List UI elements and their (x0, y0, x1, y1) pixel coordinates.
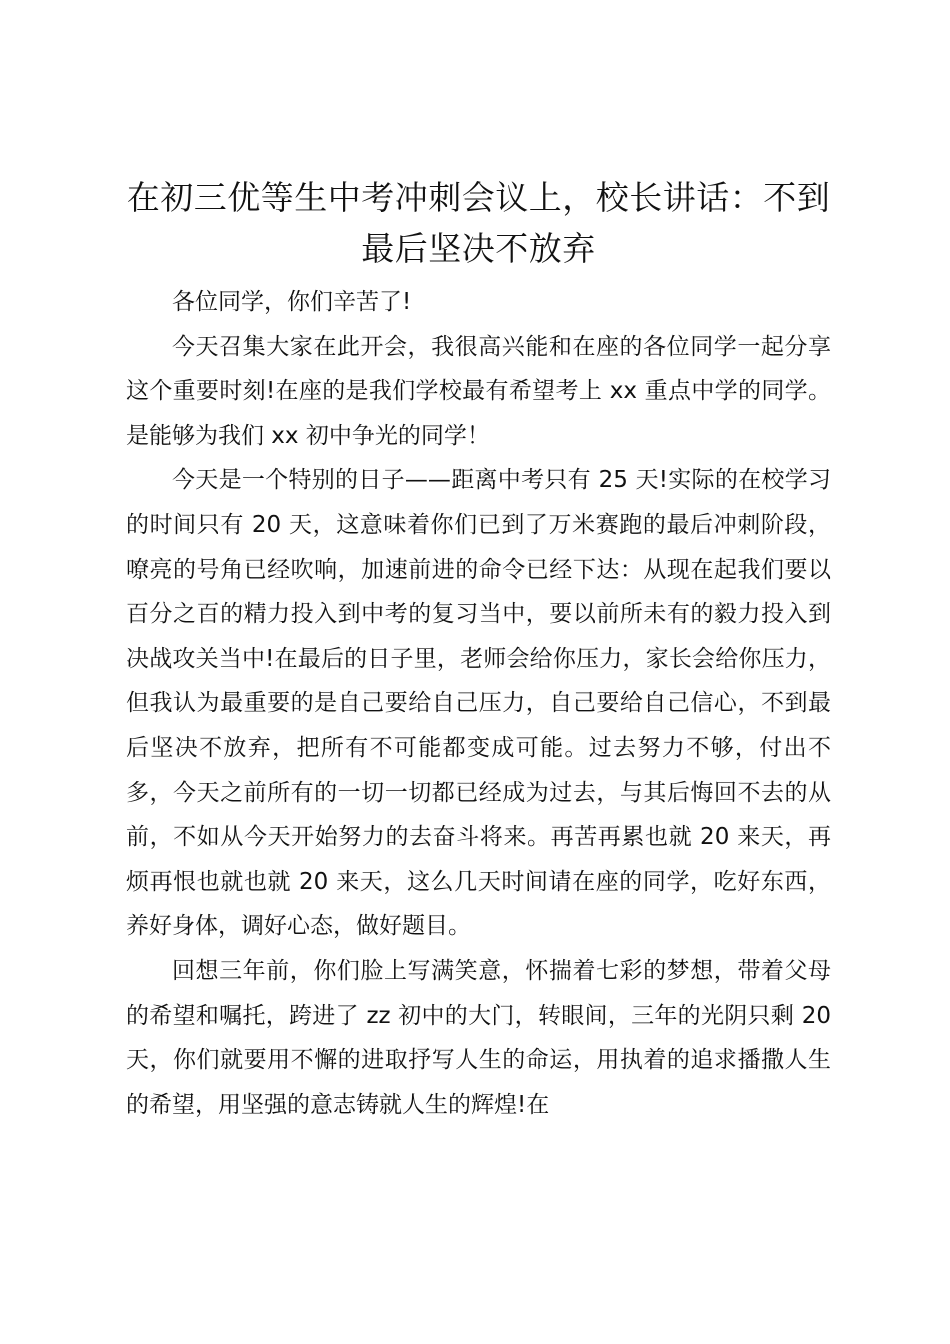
paragraph-recollection: 回想三年前，你们脸上写满笑意，怀揣着七彩的梦想，带着父母的希望和嘱托，跨进了 zz 初中的大门，转眼间，三年的光阴只剩 20 天，你们就要用不懈的进取抒写人生的命运，用执着的追求播撒人生的希望，用坚强的意志铸就人生的辉煌!在 (126, 957, 831, 1118)
document-title: 在初三优等生中考冲刺会议上，校长讲话：不到最后坚决不放弃 (126, 178, 831, 268)
paragraph-greeting: 各位同学，你们辛苦了! (172, 289, 412, 315)
document-body (126, 172, 831, 1127)
paragraph-opening: 今天召集大家在此开会，我很高兴能和在座的各位同学一起分享这个重要时刻!在座的是我们学校最有希望考上 xx 重点中学的同学。是能够为我们 xx 初中争光的同学！ (126, 333, 831, 449)
paragraph-countdown: 今天是一个特别的日子——距离中考只有 25 天!实际的在校学习的时间只有 20 天，这意味着你们已到了万米赛跑的最后冲刺阶段，嘹亮的号角已经吹响，加速前进的命令已经下达：从现在起我们要以百分之百的精力投入到中考的复习当中，要以前所未有的毅力投入到决战攻关当中!在最后的日子里，老师会给你压力，家长会给你压力，但我认为最重要的是自己要给自己压力，自己要给自己信心，不到最后坚决不放弃，把所有不可能都变成可能。过去努力不够，付出不多，今天之前所有的一切一切都已经成为过去，与其后悔回不去的从前，不如从今天开始努力的去奋斗将来。再苦再累也就 20 来天，再烦再恨也就也就 20 来天，这么几天时间请在座的同学，吃好东西，养好身体，调好心态，做好题目。 (126, 467, 831, 940)
